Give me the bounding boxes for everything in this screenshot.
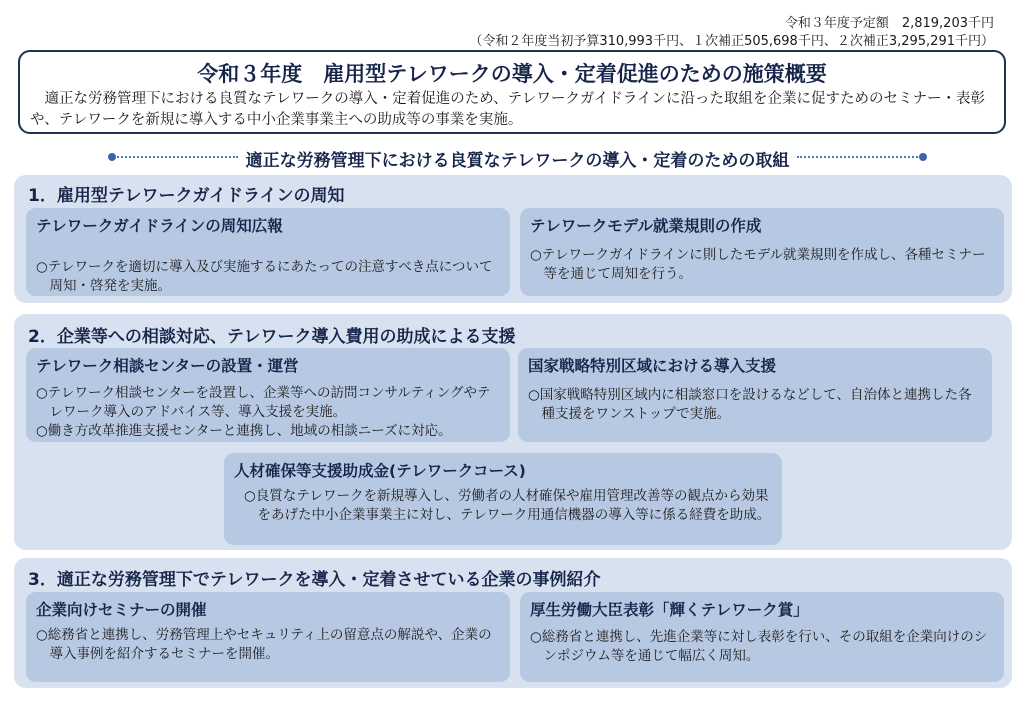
card-special-zone-support (518, 348, 992, 442)
card-item: ○国家戦略特別区域内に相談窓口を設けるなどして、自治体と連携した各種支援をワンストップで実施。 (528, 387, 972, 422)
budget-breakdown: （令和２年度当初予算310,993千円、１次補正505,698千円、２次補正3,295,291千円） (469, 34, 994, 49)
card-item: ○テレワーク相談センターを設置し、企業等への訪問コンサルティングやテレワーク導入のアドバイス等、導入支援を実施。 (36, 385, 491, 420)
card-item: ○テレワークを適切に導入及び実施するにあたっての注意すべき点について周知・啓発を実施。 (36, 259, 493, 294)
section-banner (110, 147, 925, 169)
card-body (36, 384, 502, 441)
card-consultation-center (26, 348, 510, 442)
page-title: 令和３年度 雇用型テレワークの導入・定着促進のための施策概要 (197, 62, 827, 86)
card-title: 企業向けセミナーの開催 (36, 601, 207, 619)
card-title: 厚生労働大臣表彰「輝くテレワーク賞」 (530, 601, 809, 619)
card-title: 国家戦略特別区域における導入支援 (528, 357, 777, 375)
dotted-line-right (797, 156, 925, 160)
card-title: テレワークモデル就業規則の作成 (530, 217, 762, 235)
dotted-line-left (110, 156, 238, 160)
card-body (528, 386, 984, 424)
card-title: 人材確保等支援助成金(テレワークコース) (234, 462, 526, 480)
section-title: 3．適正な労務管理下でテレワークを導入・定着させている企業の事例紹介 (28, 570, 601, 590)
budget-total: 令和３年度予定額 2,819,203千円 (784, 16, 994, 31)
card-item: ○良質なテレワークを新規導入し、労働者の人材確保や雇用管理改善等の観点から効果をあげた中小企業事業主に対し、テレワーク用通信機器の導入等に係る経費を助成。 (244, 488, 771, 523)
overview-description: 適正な労務管理下における良質なテレワークの導入・定着促進のため、テレワークガイドラインに沿った取組を企業に促すためのセミナー・表彰や、テレワークを新規に導入する中小企業事業主への助成等の事業を実施。 (30, 91, 985, 128)
card-item: ○テレワークガイドラインに則したモデル就業規則を作成し、各種セミナー等を通じて周知を行う。 (530, 247, 986, 282)
card-body (36, 258, 502, 296)
card-title: テレワーク相談センターの設置・運営 (36, 357, 299, 375)
card-item: ○総務省と連携し、労務管理上やセキュリティ上の留意点の解説や、企業の導入事例を紹介するセミナーを開催。 (36, 627, 492, 662)
card-body (244, 487, 774, 525)
card-title: テレワークガイドラインの周知広報 (36, 217, 283, 235)
card-subsidy (224, 453, 782, 545)
card-model-rules (520, 208, 1004, 296)
section-title: 2．企業等への相談対応、テレワーク導入費用の助成による支援 (28, 327, 516, 347)
card-guideline-publicity (26, 208, 510, 296)
banner-text: 適正な労務管理下における良質なテレワークの導入・定着のための取組 (245, 150, 790, 171)
card-body (530, 628, 996, 666)
card-award (520, 592, 1004, 682)
card-body (36, 626, 502, 664)
section-title: 1．雇用型テレワークガイドラインの周知 (28, 186, 345, 206)
card-seminar (26, 592, 510, 682)
overview-box (18, 50, 1006, 134)
card-item: ○総務省と連携し、先進企業等に対し表彰を行い、その取組を企業向けのシンポジウム等を通じて幅広く周知。 (530, 629, 988, 664)
card-item: ○働き方改革推進支援センターと連携し、地域の相談ニーズに対応。 (36, 423, 452, 439)
card-body (530, 246, 996, 284)
